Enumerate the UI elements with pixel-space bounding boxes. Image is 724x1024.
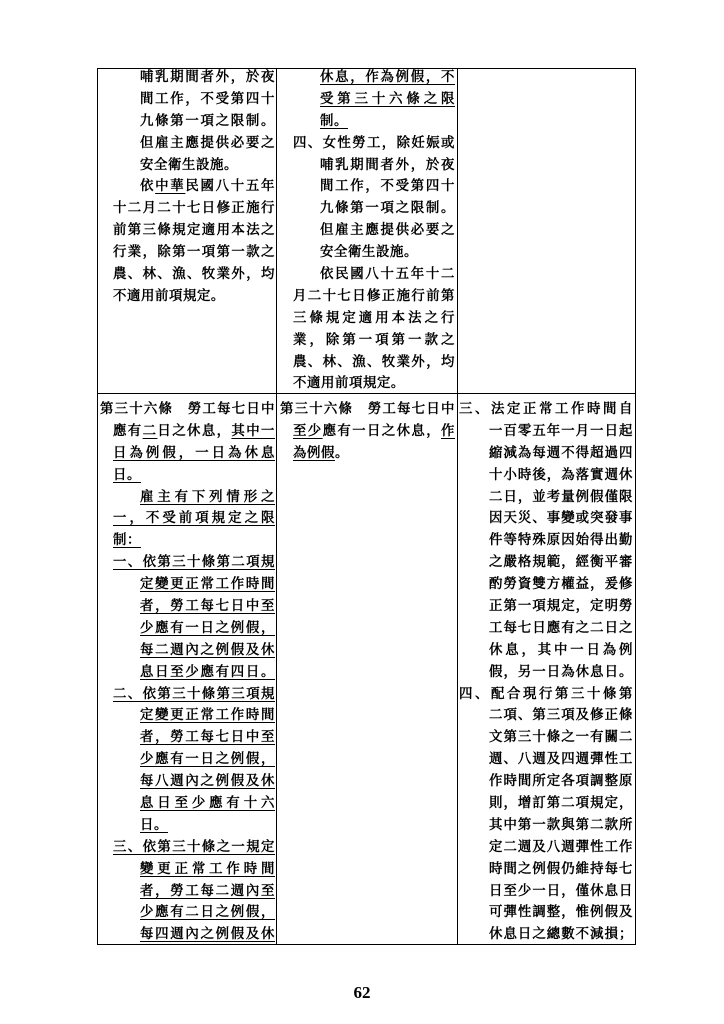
text-segment: 應有一日之休息， (322, 422, 441, 439)
changed-text-segment: 其中一 (231, 422, 276, 439)
amended-text-line: 行業，除第一項第一款之 (113, 244, 275, 261)
amended-text-line: 者，勞工每二週內至 (140, 882, 275, 899)
current-text-line: 第三十六條 勞工每七日中 (280, 401, 455, 417)
current-text-cell (276, 68, 457, 393)
explanation-text-line: 其中第一款與第二款所 (489, 816, 633, 833)
amended-text-line: 定變更正常工作時間 (140, 707, 275, 724)
amended-text-line (98, 176, 276, 198)
amended-text-line: 農、林、漁、牧業外，均 (113, 266, 275, 283)
current-text-line: 不適用前項規定。 (293, 375, 405, 392)
current-text-line: 休息，作為例假，不 (320, 69, 455, 85)
amended-text-line: 每八週內之例假及休 (140, 773, 275, 790)
amended-text-line: 日。 (113, 466, 141, 483)
table-row (97, 68, 636, 393)
amended-text-line: 少應有一日之例假， (140, 751, 275, 768)
current-text-line: 四、女性勞工，除妊娠或 (293, 134, 455, 151)
current-text-line: 依民國八十五年十二 (320, 266, 455, 283)
amended-text-line: 前第三條規定適用本法之 (113, 222, 275, 239)
amended-text-cell (97, 68, 276, 393)
changed-text-segment: 作 (441, 422, 455, 439)
amended-text-line: 九條第一項之限制。 (140, 112, 275, 129)
amended-text-line: 哺乳期間者外，於夜 (140, 69, 275, 85)
current-text-line: 業，除第一項第一款之 (293, 331, 455, 348)
explanation-text-line: 工每七日應有之二日之 (489, 619, 633, 636)
amended-text-line: 制： (113, 532, 141, 549)
current-text-line: 受第三十六條之限 (320, 90, 455, 107)
explanation-cell (457, 68, 636, 393)
amended-text-line: 一，不受前項規定之限 (113, 510, 275, 527)
explanation-text-line: 可彈性調整，惟例假及 (489, 904, 633, 921)
explanation-text-line: 四、配合現行第三十條第 (459, 685, 633, 702)
amended-text-line: 三、依第三十條之一規定 (113, 838, 275, 855)
explanation-text-line: 因天災、事變或突發事 (489, 510, 633, 527)
amended-text-line: 定變更正常工作時間 (140, 576, 275, 593)
changed-text-segment: 二 (142, 422, 158, 439)
explanation-text-line: 三、法定正常工作時間自 (459, 401, 633, 417)
amended-text-line: 每二週內之例假及休 (140, 641, 275, 658)
changed-text-segment: 中華 (155, 178, 186, 195)
explanation-text-line: 之嚴格規範，經衡平審 (489, 554, 633, 571)
amended-text-line: 息日至少應有十六 (140, 795, 275, 812)
text-segment: 依 (140, 178, 156, 195)
comparison-table (97, 68, 636, 945)
changed-text-segment: 至少 (293, 422, 323, 439)
text-segment: 應有 (113, 422, 143, 439)
text-segment: 日之休息， (157, 422, 232, 439)
current-text-line: 制。 (320, 112, 348, 129)
explanation-text-line: 則，增訂第二項規定， (489, 795, 633, 812)
explanation-text-line: 件等特殊原因始得出勤 (489, 532, 633, 549)
explanation-text-line: 週、八週及四週彈性工 (489, 751, 633, 768)
current-text-line (277, 421, 457, 443)
explanation-cell (457, 393, 636, 945)
amended-text-line: 十二月二十七日修正施行 (113, 200, 275, 217)
text-segment: 民國八十五年 (185, 178, 275, 195)
amended-text-line: 日為例假，一日為休息 (113, 444, 275, 461)
current-text-line: 間工作，不受第四十 (320, 178, 455, 195)
explanation-text-line: 休息日之總數不減損； (489, 926, 633, 943)
explanation-text-line: 日至少一日，僅休息日 (489, 882, 633, 899)
explanation-text-line: 十小時後，為落實週休 (489, 466, 633, 483)
explanation-text-line: 二項、第三項及修正條 (489, 707, 633, 724)
explanation-text-line: 定二週及八週彈性工作 (489, 838, 633, 855)
table-row (97, 393, 636, 945)
current-text-line: 九條第一項之限制。 (320, 200, 455, 217)
amended-text-line: 者，勞工每七日中至 (140, 729, 275, 746)
explanation-text-line: 文第三十條之一有關二 (489, 729, 633, 746)
amended-text-line (98, 421, 276, 443)
amended-text-line: 安全衛生設施。 (140, 156, 238, 173)
amended-text-line: 雇主有下列情形之 (140, 488, 275, 505)
explanation-text-line: 時間之例假仍維持每七 (489, 860, 633, 877)
amended-text-line: 間工作，不受第四十 (140, 90, 275, 107)
explanation-text-line: 休息，其中一日為例 (489, 641, 633, 658)
amended-text-line: 日。 (140, 816, 168, 833)
amended-text-line: 不適用前項規定。 (113, 287, 225, 304)
explanation-text-line: 酌勞資雙方權益，爰修 (489, 576, 633, 593)
current-text-line: 安全衛生設施。 (320, 244, 418, 261)
amended-text-line: 一、依第三十條第二項規 (113, 554, 275, 571)
amended-text-line: 變更正常工作時間 (140, 860, 275, 877)
current-text-cell (276, 393, 457, 945)
amended-text-line: 息日至少應有四日。 (140, 663, 275, 680)
explanation-text-line: 作時間所定各項調整原 (489, 773, 633, 790)
current-text-line (277, 443, 457, 465)
amended-text-line: 二、依第三十條第三項規 (113, 685, 275, 702)
amended-text-line: 但雇主應提供必要之 (140, 134, 275, 151)
current-text-line: 三條規定適用本法之行 (293, 309, 455, 326)
current-text-line: 農、林、漁、牧業外，均 (293, 353, 455, 370)
explanation-text-line: 一百零五年一月一日起 (489, 422, 633, 439)
amended-text-line: 每四週內之例假及休 (140, 926, 275, 943)
explanation-text-line: 正第一項規定，定明勞 (489, 598, 633, 615)
current-text-line: 哺乳期間者外，於夜 (320, 156, 455, 173)
current-text-line: 但雇主應提供必要之 (320, 222, 455, 239)
page-number: 62 (353, 983, 371, 1002)
current-text-line: 月二十七日修正施行前第 (293, 287, 455, 304)
amended-text-line: 者，勞工每七日中至 (140, 598, 275, 615)
explanation-text-line: 縮減為每週不得超過四 (489, 444, 633, 461)
amended-text-line: 第三十六條 勞工每七日中 (100, 401, 275, 417)
amended-text-line: 少應有一日之例假， (140, 619, 275, 636)
explanation-text-line: 假，另一日為休息日。 (489, 663, 633, 680)
explanation-text-line: 二日，並考量例假僅限 (489, 488, 633, 505)
text-segment: 。 (334, 444, 349, 461)
amended-text-cell (97, 393, 276, 945)
amended-text-line: 少應有二日之例假， (140, 904, 275, 921)
changed-text-segment: 為例假 (293, 444, 335, 461)
